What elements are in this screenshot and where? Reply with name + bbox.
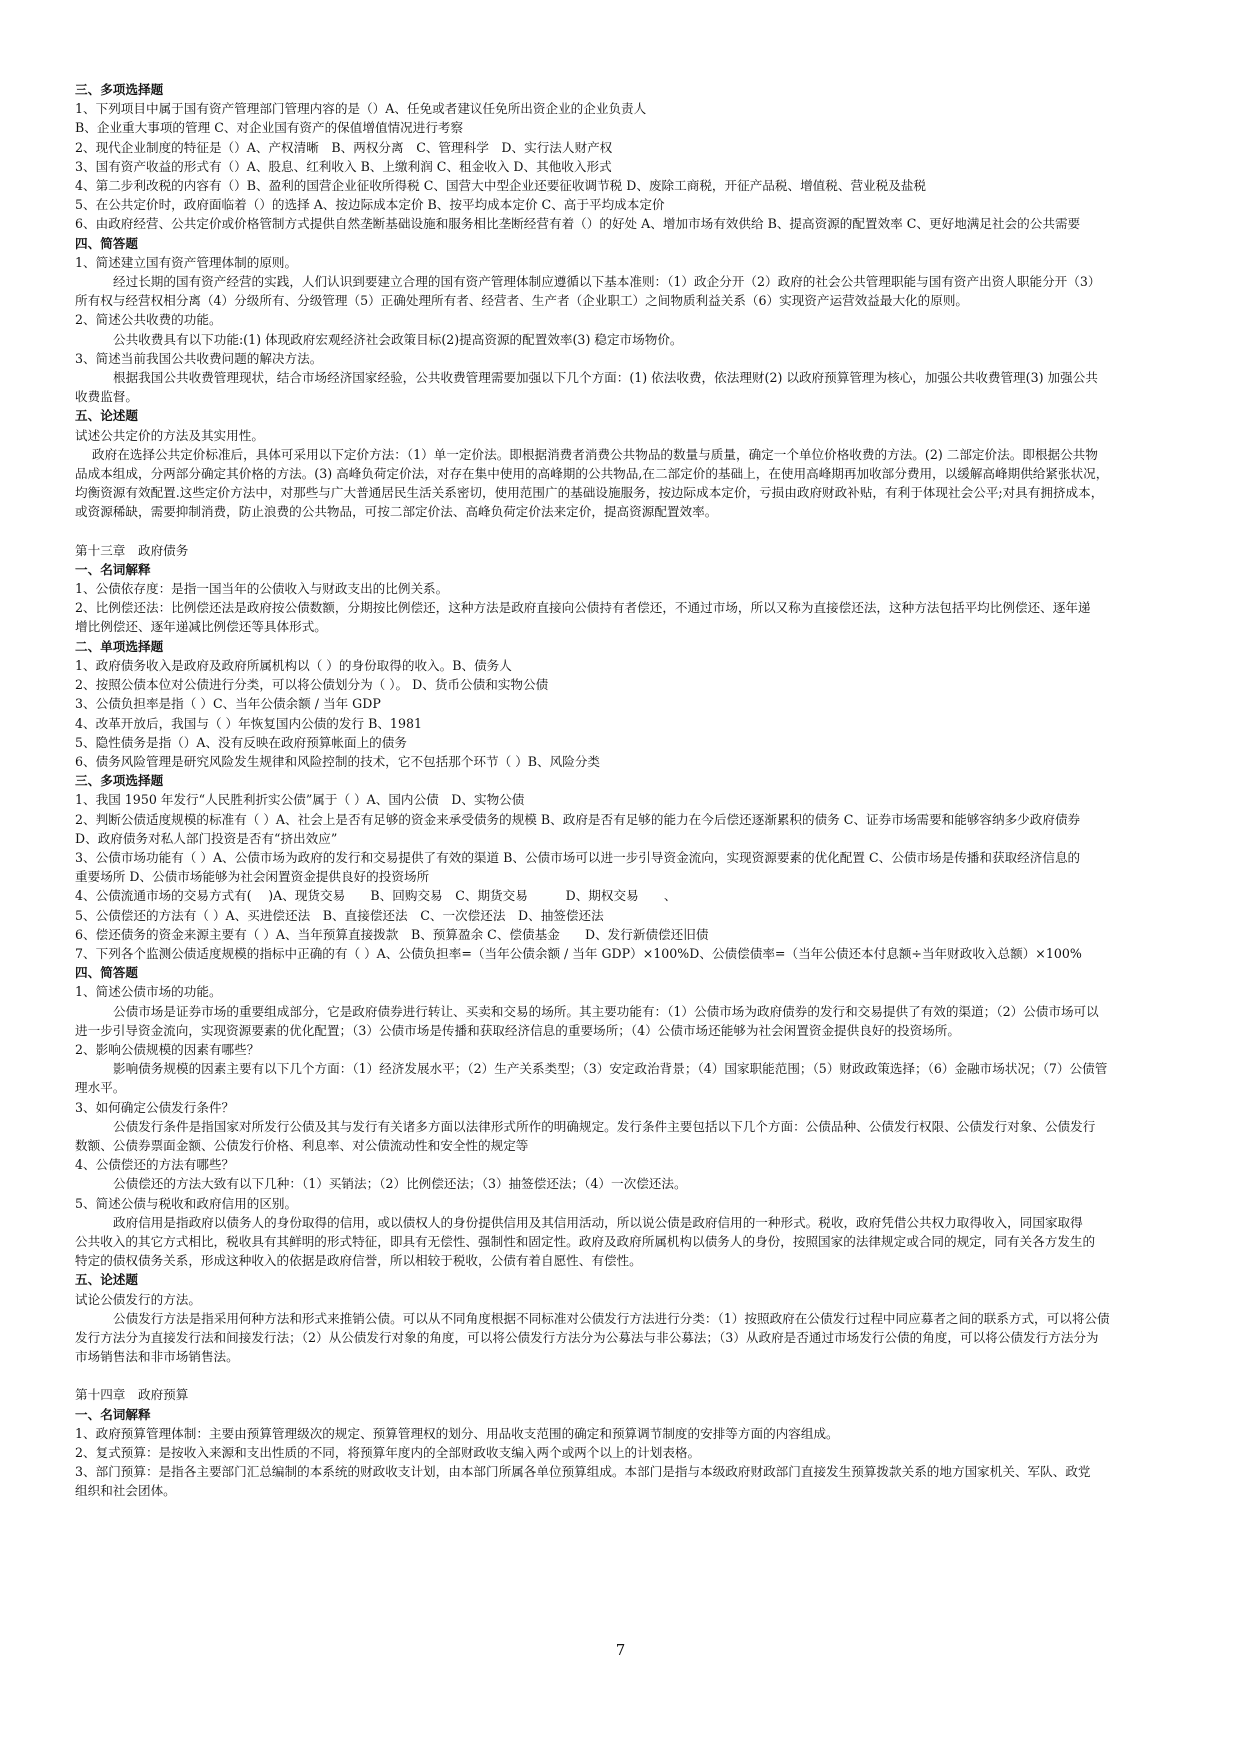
text-line: D、政府债务对私人部门投资是否有“挤出效应”: [75, 830, 338, 846]
text-line: 1、简述公债市场的功能。: [75, 984, 222, 1000]
text-line: 2、按照公债本位对公债进行分类，可以将公债划分为（ ）。 D、货币公债和实物公债: [75, 677, 549, 693]
text-line: 收费监督。: [75, 389, 138, 405]
page-number: 7: [615, 1641, 626, 1659]
text-line: 4、公债流通市场的交易方式有( )A、现货交易 B、回购交易 C、期货交易 D、期权交易 、: [75, 888, 677, 904]
text-line: 2、判断公债适度规模的标准有（ ）A、社会上是否有足够的资金来承受债务的规模 B、政府是否有足够的能力在今后偿还逐渐累积的债务 C、证券市场需要和能够容纳多少政府债券: [75, 811, 1081, 827]
text-line: 2、影响公债规模的因素有哪些？: [75, 1041, 260, 1057]
text-line: 均衡资源有效配置.这些定价方法中，对那些与广大普通居民生活关系密切，使用范围广的基础设施服务，按边际成本定价，亏损由政府财政补贴，有利于体现社会公平;对具有拥挤成本，: [75, 485, 1104, 501]
text-line: 1、公债依存度：是指一国当年的公债收入与财政支出的比例关系。: [75, 581, 449, 597]
text-line: 根据我国公共收费管理现状，结合市场经济国家经验，公共收费管理需要加强以下几个方面：(1) 依法收费，依法理财(2) 以政府预算管理为核心，加强公共收费管理(3) 加强公共: [113, 370, 1098, 386]
text-line: 特定的债权债务关系，形成这种收入的依据是政府信誉，所以相较于税收，公债有着自愿性、有偿性。: [75, 1253, 642, 1269]
text-line: 1、政府预算管理体制：主要由预算管理级次的规定、预算管理权的划分、用品收支范围的确定和预算调节制度的安排等方面的内容组成。: [75, 1425, 839, 1441]
text-line: 3、简述当前我国公共收费问题的解决方法。: [75, 350, 323, 366]
text-line: 2、复式预算：是按收入来源和支出性质的不同，将预算年度内的全部财政收支编入两个或两个以上的计划表格。: [75, 1445, 701, 1461]
text-line: 第十三章 政府债务: [75, 542, 189, 558]
text-line: 公债市场是证券市场的重要组成部分，它是政府债券进行转让、买卖和交易的场所。其主要功能有：（1）公债市场为政府债券的发行和交易提供了有效的渠道；（2）公债市场可以: [113, 1003, 1099, 1019]
text-line: 3、国有资产收益的形式有（）A、股息、红利收入 B、上缴利润 C、租金收入 D、其他收入形式: [75, 158, 612, 174]
document-body: [75, 80, 1179, 1501]
text-line: 组织和社会团体。: [75, 1483, 176, 1499]
text-line: 1、简述建立国有资产管理体制的原则。: [75, 254, 298, 270]
text-line: 2、简述公共收费的功能。: [75, 312, 222, 328]
text-line: 公债发行方法是指采用何种方法和形式来推销公债。可以从不同角度根据不同标准对公债发行方法进行分类：（1）按照政府在公债发行过程中同应募者之间的联系方式，可以将公债: [113, 1310, 1110, 1326]
text-line: 公债发行条件是指国家对所发行公债及其与发行有关诸多方面以法律形式所作的明确规定。发行条件主要包括以下几个方面：公债品种、公债发行权限、公债发行对象、公债发行: [113, 1118, 1096, 1134]
text-line: 试述公共定价的方法及其实用性。: [75, 427, 264, 443]
text-line: 3、部门预算：是指各主要部门汇总编制的本系统的财政收支计划，由本部门所属各单位预算组成。本部门是指与本级政府财政部门直接发生预算拨款关系的地方国家机关、军队、政党: [75, 1464, 1091, 1480]
text-line: 增比例偿还、逐年递减比例偿还等具体形式。: [75, 619, 327, 635]
section-heading: 五、论述题: [75, 1272, 138, 1288]
text-line: 4、公债偿还的方法有哪些？: [75, 1157, 235, 1173]
text-line: 发行方法分为直接发行法和间接发行法；（2）从公债发行对象的角度，可以将公债发行方法分为公募法与非公募法；（3）从政府是否通过市场发行公债的角度，可以将公债发行方法分为: [75, 1330, 1099, 1345]
text-line: 2、比例偿还法：比例偿还法是政府按公债数额，分期按比例偿还，这种方法是政府直接向公债持有者偿还，不通过市场，所以又称为直接偿还法，这种方法包括平均比例偿还、逐年递: [75, 600, 1091, 616]
section-heading: 三、多项选择题: [75, 82, 164, 97]
text-line: 5、简述公债与税收和政府信用的区别。: [75, 1195, 298, 1211]
text-line: 6、由政府经营、公共定价或价格管制方式提供自然垄断基础设施和服务相比垄断经营有着（）的好处 A、增加市场有效供给 B、提高资源的配置效率 C、更好地满足社会的公共需要: [75, 216, 1081, 232]
blank-line: [75, 1366, 1179, 1385]
section-heading: 一、名词解释: [75, 1406, 151, 1422]
text-line: 品成本组成，分两部分确定其价格的方法。(3) 高峰负荷定价法，对存在集中使用的高峰期的公共物品,在二部定价的基础上，在使用高峰期再加收部分费用，以缓解高峰期供给紧张状况，: [75, 466, 1109, 482]
text-line: 影响债务规模的因素主要有以下几个方面：（1）经济发展水平；（2）生产关系类型；（3）安定政治背景；（4）国家职能范围；（5）财政政策选择；（6）金融市场状况；（7）公债管: [113, 1061, 1108, 1077]
text-line: 2、现代企业制度的特征是（）A、产权清晰 B、两权分离 C、管理科学 D、实行法人财产权: [75, 139, 613, 155]
text-line: 3、公债市场功能有（ ）A、公债市场为政府的发行和交易提供了有效的渠道 B、公债市场可以进一步引导资金流向，实现资源要素的优化配置 C、公债市场是传播和获取经济信息的: [75, 849, 1081, 865]
blank-line: [75, 522, 1179, 541]
text-line: 1、我国 1950 年发行“人民胜利折实公债”属于（ ）A、国内公债 D、实物公债: [75, 792, 525, 808]
text-line: 1、政府债务收入是政府及政府所属机构以（ ）的身份取得的收入。B、债务人: [75, 657, 512, 673]
text-line: 公债偿还的方法大致有以下几种：（1）买销法；（2）比例偿还法；（3）抽签偿还法；（4）一次偿还法。: [113, 1176, 687, 1192]
text-line: 经过长期的国有资产经营的实践，人们认识到要建立合理的国有资产管理体制应遵循以下基本准则：（1）政企分开（2）政府的社会公共管理职能与国有资产出资人职能分开（3）: [113, 274, 1101, 290]
text-line: 4、改革开放后，我国与（ ）年恢复国内公债的发行 B、1981: [75, 715, 422, 731]
text-line: 所有权与经营权相分离（4）分级所有、分级管理（5）正确处理所有者、经营者、生产者（企业职工）之间物质利益关系（6）实现资产运营效益最大化的原则。: [75, 293, 969, 309]
text-line: 1、下列项目中属于国有资产管理部门管理内容的是（）A、任免或者建议任免所出资企业的企业负责人: [75, 101, 647, 117]
text-line: 数额、公债券票面金额、公债发行价格、利息率、对公债流动性和安全性的规定等: [75, 1137, 529, 1153]
text-line: 4、第二步利改税的内容有（）B、盈利的国营企业征收所得税 C、国营大中型企业还要征收调节税 D、废除工商税，开征产品税、增值税、营业税及盐税: [75, 178, 927, 194]
text-line: 公共收费具有以下功能:(1) 体现政府宏观经济社会政策目标(2)提高资源的配置效率(3) 稳定市场物价。: [113, 331, 683, 347]
text-line: 试论公债发行的方法。: [75, 1291, 201, 1307]
text-line: 政府信用是指政府以债务人的身份取得的信用，或以债权人的身份提供信用及其信用活动，所以说公债是政府信用的一种形式。税收，政府凭借公共权力取得收入，同国家取得: [113, 1214, 1083, 1230]
text-line: 3、公债负担率是指（ ）C、当年公债余额 / 当年 GDP: [75, 696, 381, 712]
section-heading: 三、多项选择题: [75, 773, 164, 789]
text-line: 第十四章 政府预算: [75, 1387, 189, 1403]
text-line: 3、如何确定公债发行条件？: [75, 1099, 235, 1115]
section-heading: 四、简答题: [75, 965, 138, 981]
text-line: 6、债务风险管理是研究风险发生规律和风险控制的技术，它不包括那个环节（ ）B、风险分类: [75, 753, 601, 769]
text-line: 公共收入的其它方式相比，税收具有其鲜明的形式特征，即具有无偿性、强制性和固定性。政府及政府所属机构以债务人的身份，按照国家的法律规定或合同的规定，同有关各方发生的: [75, 1233, 1096, 1249]
text-line: 理水平。: [75, 1080, 126, 1096]
section-heading: 一、名词解释: [75, 561, 151, 577]
text-line: 进一步引导资金流向，实现资源要素的优化配置；（3）公债市场是传播和获取经济信息的重要场所；（4）公债市场还能够为社会闲置资金提供良好的投资场所。: [75, 1022, 960, 1038]
text-line: 重要场所 D、公债市场能够为社会闲置资金提供良好的投资场所: [75, 869, 430, 885]
section-heading: 二、单项选择题: [75, 638, 164, 654]
section-heading: 五、论述题: [75, 408, 138, 424]
text-line: 5、公债偿还的方法有（ ）A、买进偿还法 B、直接偿还法 C、一次偿还法 D、抽签偿还法: [75, 907, 604, 923]
section-heading: 四、简答题: [75, 235, 138, 251]
text-line: 政府在选择公共定价标准后，具体可采用以下定价方法：（1）单一定价法。即根据消费者消费公共物品的数量与质量，确定一个单位价格收费的方法。(2) 二部定价法。即根据公共物: [92, 446, 1098, 462]
text-line: 5、隐性债务是指（）A、没有反映在政府预算帐面上的债务: [75, 734, 407, 750]
text-line: 6、偿还债务的资金来源主要有（ ）A、当年预算直接拨款 B、预算盈余 C、偿债基金 D、发行新债偿还旧债: [75, 926, 709, 942]
text-line: 或资源稀缺，需要抑制消费，防止浪费的公共物品，可按二部定价法、高峰负荷定价法来定价，提高资源配置效率。: [75, 504, 718, 520]
text-line: 7、下列各个监测公债适度规模的指标中正确的有（ ）A、公债负担率=（当年公债余额 / 当年 GDP）×100%D、公债偿债率=（当年公债还本付息额÷当年财政收入总额）×100%: [75, 945, 1082, 961]
text-line: 5、在公共定价时，政府面临着（）的选择 A、按边际成本定价 B、按平均成本定价 C、高于平均成本定价: [75, 197, 665, 213]
text-line: B、企业重大事项的管理 C、对企业国有资产的保值增值情况进行考察: [75, 120, 464, 136]
text-line: 市场销售法和非市场销售法。: [75, 1349, 239, 1365]
